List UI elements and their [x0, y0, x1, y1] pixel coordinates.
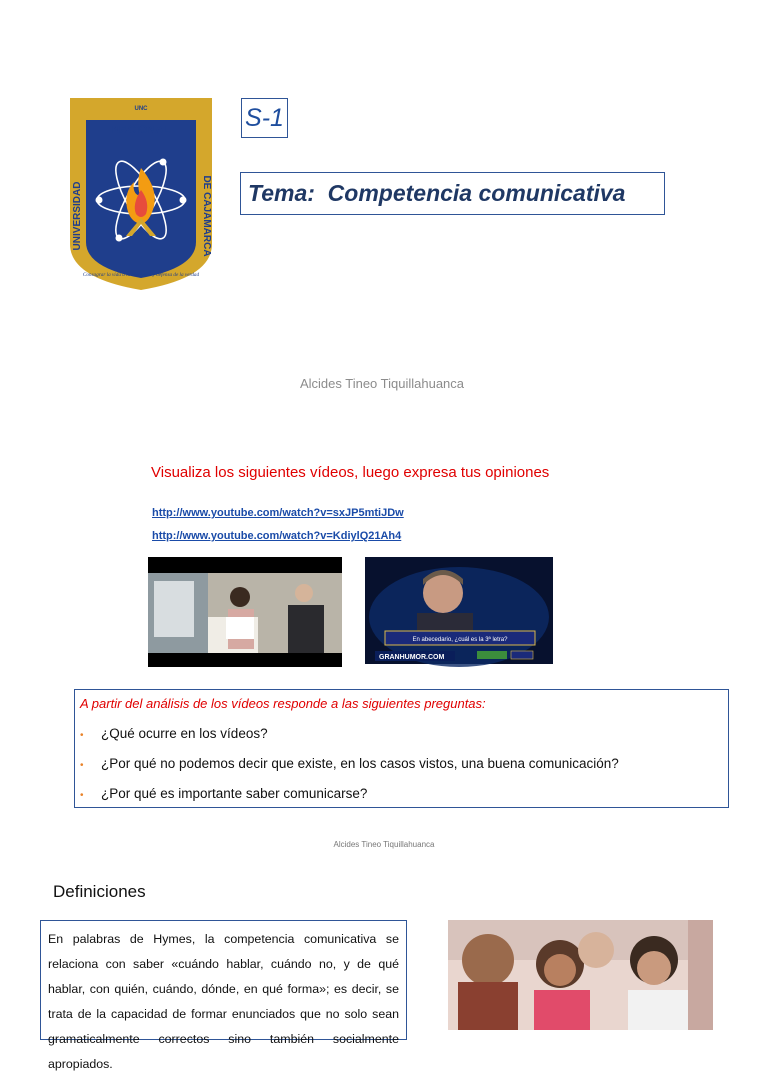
session-code: S-1 — [241, 98, 288, 138]
question-text: ¿Por qué es importante saber comunicarse? — [101, 786, 368, 801]
slide-title: Tema: Competencia comunicativa — [240, 172, 665, 215]
definition-paragraph: En palabras de Hymes, la competencia comunicativa se relaciona con saber «cuándo hablar, cuándo no, y de qué hablar, con quién, cuándo, dónde, en qué forma»; es decir, se trata de la capacidad de formar enunciados que no solo sean gramaticalmente correctos sino también socialmente apropiados. — [40, 920, 407, 1040]
students-photo — [448, 920, 713, 1030]
video2-caption: En abecedario, ¿cuál es la 3ª letra? — [412, 637, 508, 643]
video-thumbnail-1[interactable] — [148, 557, 342, 667]
bullet-icon: • — [80, 790, 84, 801]
question-item — [80, 786, 367, 801]
logo-motto: Consagrar la vida a la búsqueda y defensa de la verdad — [82, 272, 200, 278]
author-name: Alcides Tineo Tiquillahuanca — [299, 376, 465, 391]
video-instruction: Visualiza los siguientes vídeos, luego expresa tus opiniones — [151, 464, 550, 481]
video-thumbnail-2[interactable] — [365, 557, 553, 664]
footer-author: Alcides Tineo Tiquillahuanca — [333, 840, 435, 849]
question-item — [80, 756, 619, 771]
questions-heading: A partir del análisis de los vídeos responde a las siguientes preguntas: — [80, 696, 486, 711]
question-item — [80, 726, 268, 741]
logo-small-text: UNC — [134, 106, 148, 112]
logo-left-text: UNIVERSIDAD — [72, 181, 83, 251]
video-link-1[interactable]: http://www.youtube.com/watch?v=sxJP5mtiJDw — [152, 507, 404, 519]
university-logo — [66, 96, 216, 292]
logo-right-text: DE CAJAMARCA — [201, 175, 212, 257]
bullet-icon: • — [80, 760, 84, 771]
question-text: ¿Qué ocurre en los vídeos? — [101, 726, 268, 741]
definitions-title: Definiciones — [53, 882, 146, 901]
video2-watermark: GRANHUMOR.COM — [379, 654, 445, 661]
question-text: ¿Por qué no podemos decir que existe, en los casos vistos, una buena comunicación? — [101, 756, 619, 771]
bullet-icon: • — [80, 730, 84, 741]
video-link-2[interactable]: http://www.youtube.com/watch?v=KdiylQ21Ah4 — [152, 530, 402, 542]
logo-top-text: NACIONAL — [111, 124, 171, 136]
